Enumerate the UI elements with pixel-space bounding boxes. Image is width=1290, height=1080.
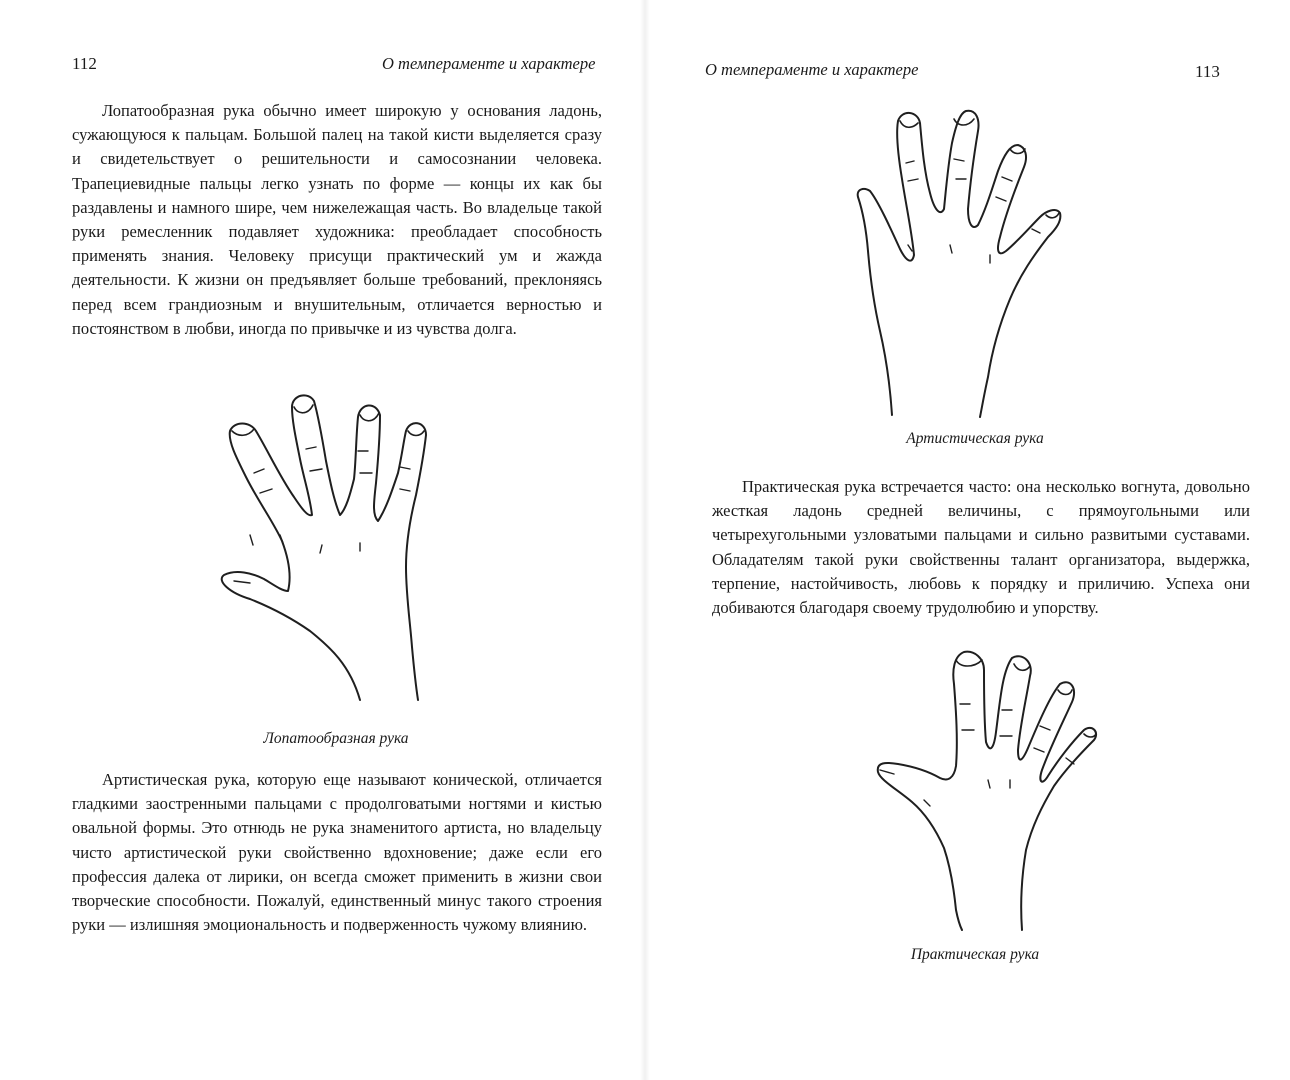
right-paragraph-practical: Практическая рука встречается часто: она несколько вогнута, довольно жесткая ладонь средней величины, с прямоугольными или четырехугольными узловатыми пальцами и сильно развитыми суставами. Обладателям такой руки свойственны талант организатора, выдержка, терпение, настойчивость, любовь к порядку и приличию. Успеха они добиваются благодаря своему трудолюбию и упорству. <box>712 477 1250 618</box>
left-running-head: О темпераменте и характере <box>382 54 596 73</box>
right-running-head: О темпераменте и характере <box>705 60 919 79</box>
left-paragraph-artistic: Артистическая рука, которую еще называют конической, отличается гладкими заостренными пальцами с продолговатыми ногтями и кистью овальной формы. Это отнюдь не рука знаменитого артиста, но владельцу чисто артистической руки свойственно вдохновение; даже если его профессия далека от лирики, он всегда сможет применить в жизни свои творческие способности. Пожалуй, единственный минус такого строения руки — излишняя эмоциональность и подверженность чужому влиянию. <box>72 770 602 935</box>
artistic-hand-illustration <box>850 105 1095 420</box>
right-figure-caption-artistic: Артистическая рука <box>906 430 1044 447</box>
right-page-number: 113 <box>1195 62 1220 81</box>
practical-hand-illustration <box>850 640 1105 935</box>
right-page <box>645 0 1290 1080</box>
left-paragraph-spatulate: Лопатообразная рука обычно имеет широкую у основания ладонь, сужающуюся к пальцам. Большой палец на такой кисти выделяется сразу и свидетельствует о решительности и самосознании человека. Трапециевидные пальцы легко узнать по форме — концы их как бы раздавлены и намного шире, чем нижележащая часть. Во владельце такой руки ремесленник подавляет художника: преобладает способность применять знания. Человеку присущи практический ум и жажда деятельности. К жизни он предъявляет больше требований, преклоняясь перед всем грандиозным и внушительным, отличается верностью и постоянством в любви, иногда по привычке и из чувства долга. <box>72 101 602 338</box>
left-figure-caption: Лопатообразная рука <box>263 730 409 747</box>
right-figure-caption-practical: Практическая рука <box>910 946 1040 963</box>
left-page-number: 112 <box>72 54 97 73</box>
spatulate-hand-illustration <box>210 385 440 705</box>
